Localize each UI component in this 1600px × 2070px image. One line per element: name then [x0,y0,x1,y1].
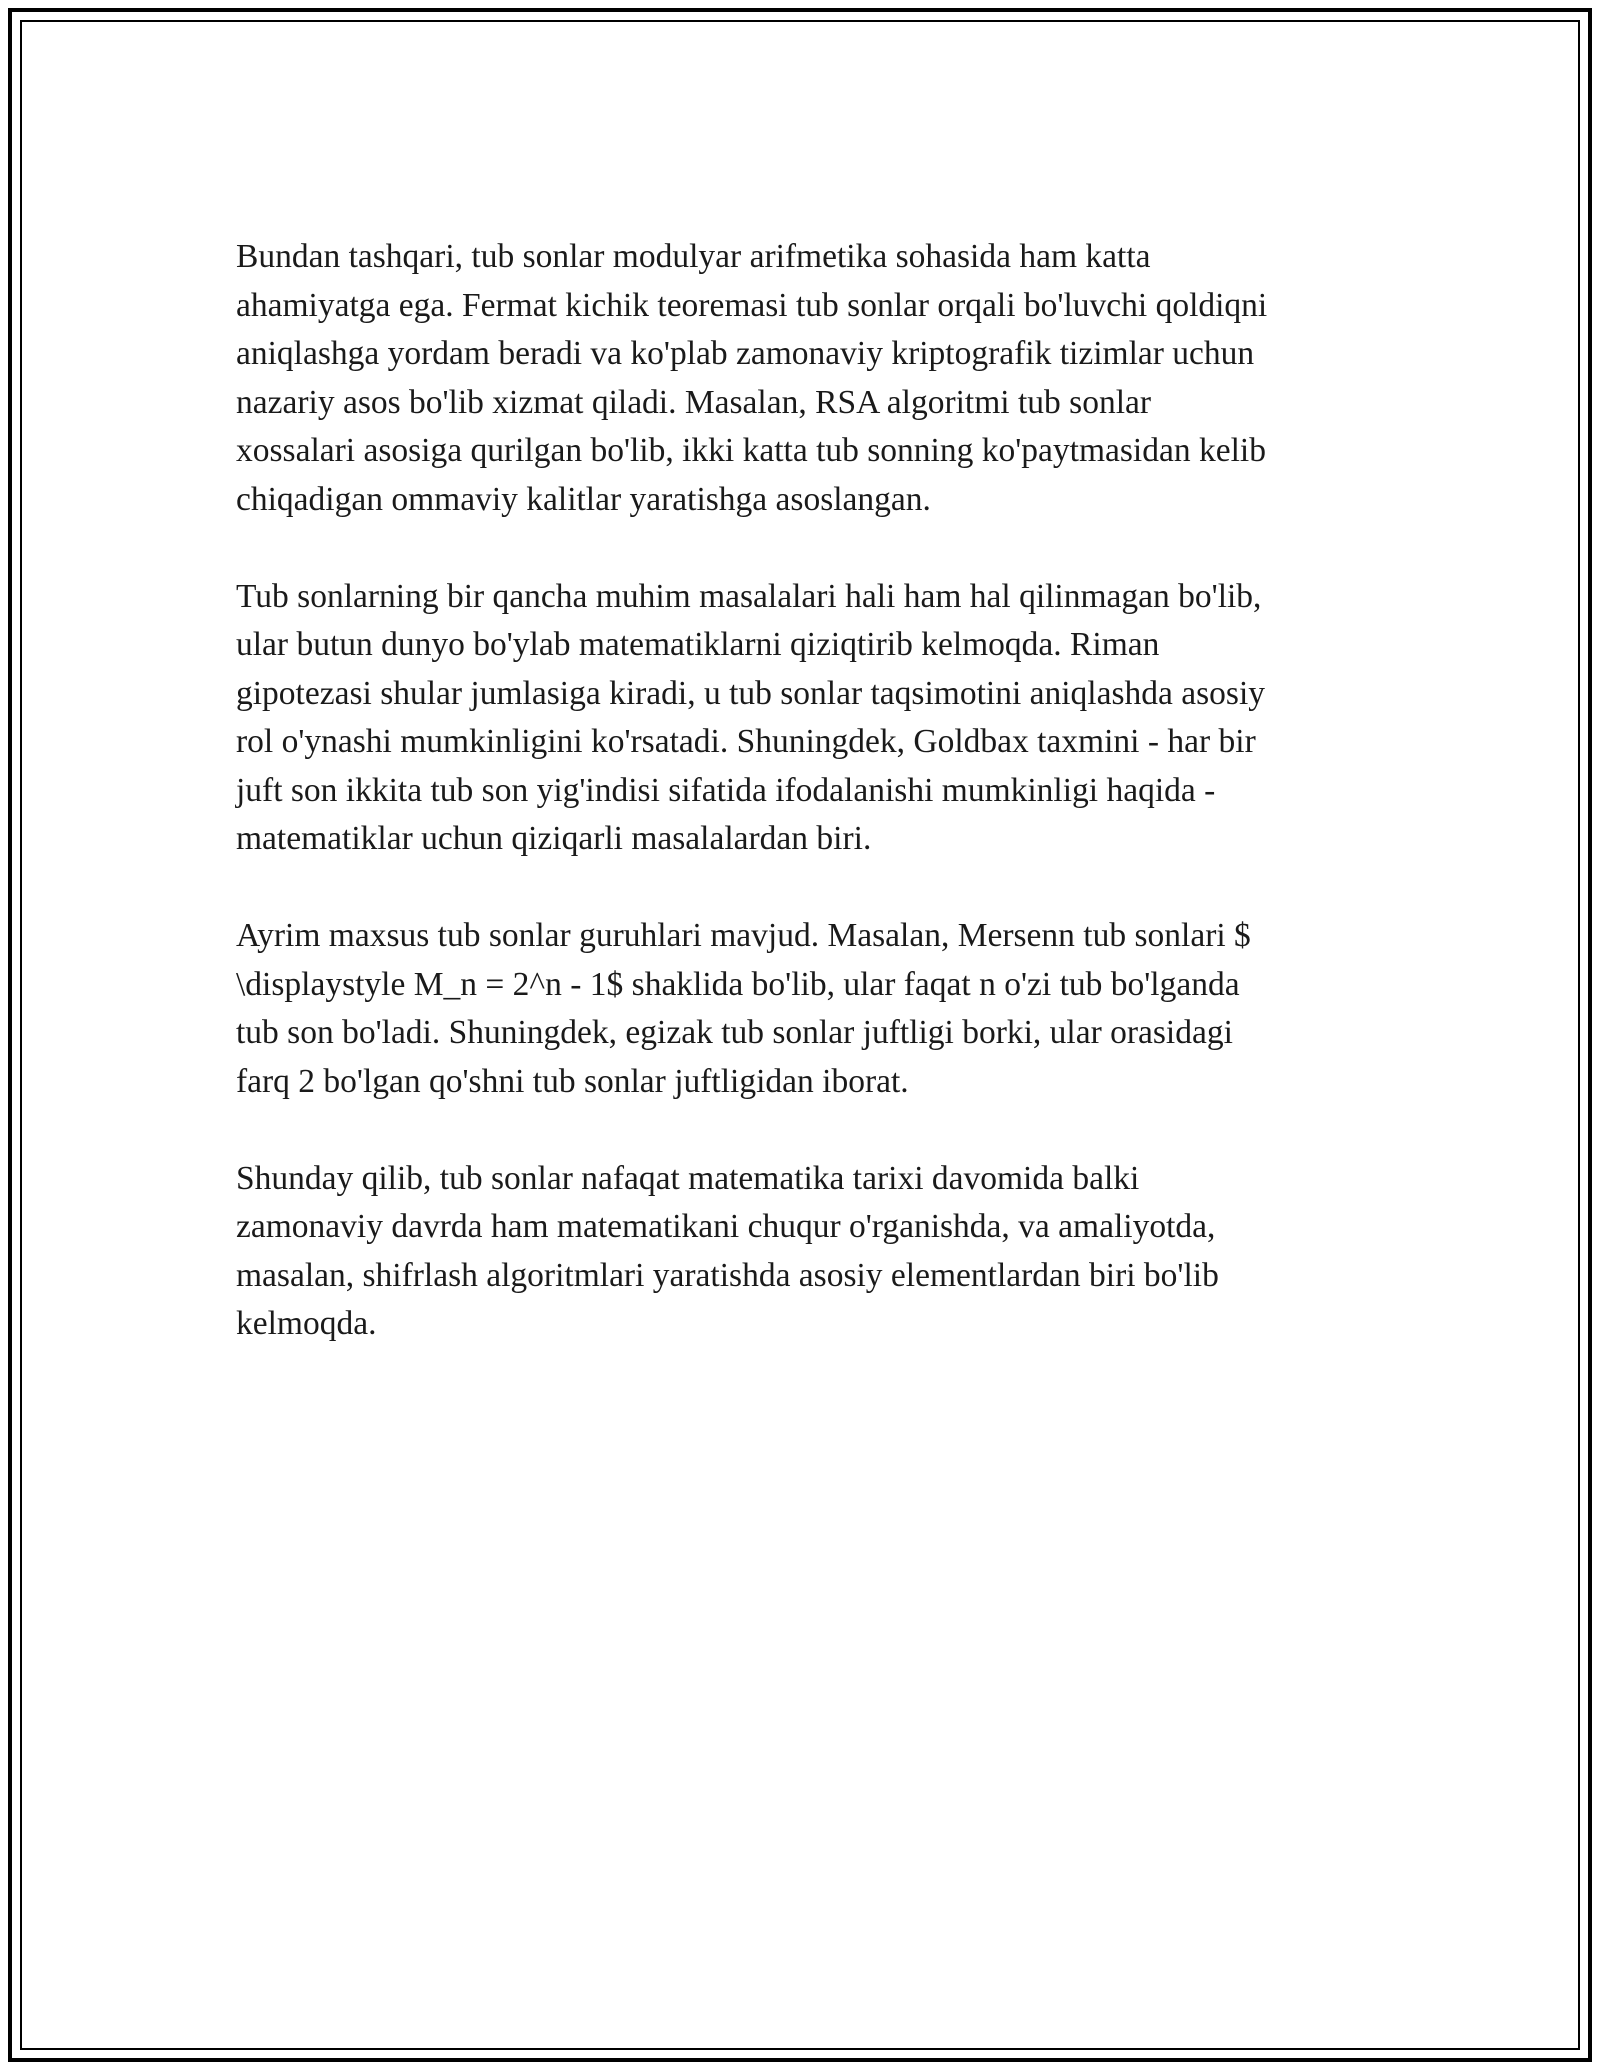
paragraph-modular-arithmetic: Bundan tashqari, tub sonlar modulyar arifmetika sohasida ham katta ahamiyatga ega. Fermat kichik teoremasi tub sonlar orqali bo'luvchi qoldiqni aniqlashga yordam beradi va ko'plab zamonaviy kriptografik tizimlar uchun nazariy asos bo'lib xizmat qiladi. Masalan, RSA algoritmi tub sonlar xossalari asosiga qurilgan bo'lib, ikki katta tub sonning ko'paytmasidan kelib chiqadigan ommaviy kalitlar yaratishga asoslangan. [236,238,1268,518]
paragraph-open-problems: Tub sonlarning bir qancha muhim masalalari hali ham hal qilinmagan bo'lib, ular butun dunyo bo'ylab matematiklarni qiziqtirib kelmoqda. Riman gipotezasi shular jumlasiga kiradi, u tub sonlar taqsimotini aniqlashda asosiy rol o'ynashi mumkinligini ko'rsatadi. Shuningdek, Goldbax taxmini - har bir juft son ikkita tub son yig'indisi sifatida ifodalanishi mumkinligi haqida - matematiklar uchun qiziqarli masalalardan biri. [236,577,1266,857]
paragraph-conclusion: Shunday qilib, tub sonlar nafaqat matematika tarixi davomida balki zamonaviy davrda ham matematikani chuqur o'rganishda, va amaliyotda, masalan, shifrlash algoritmlari yaratishda asosiy elementlardan biri bo'lib kelmoqda. [236,1159,1219,1342]
paragraph-special-primes: Ayrim maxsus tub sonlar guruhlari mavjud. Masalan, Mersenn tub sonlari $ \displaystyle M_n = 2^n - 1$ shaklida bo'lib, ular faqat n o'zi tub bo'lganda tub son bo'ladi. Shuningdek, egizak tub sonlar juftligi borki, ular orasidagi farq 2 bo'lgan qo'shni tub sonlar juftligidan iborat. [236,917,1251,1100]
document-body [236,233,1376,1397]
